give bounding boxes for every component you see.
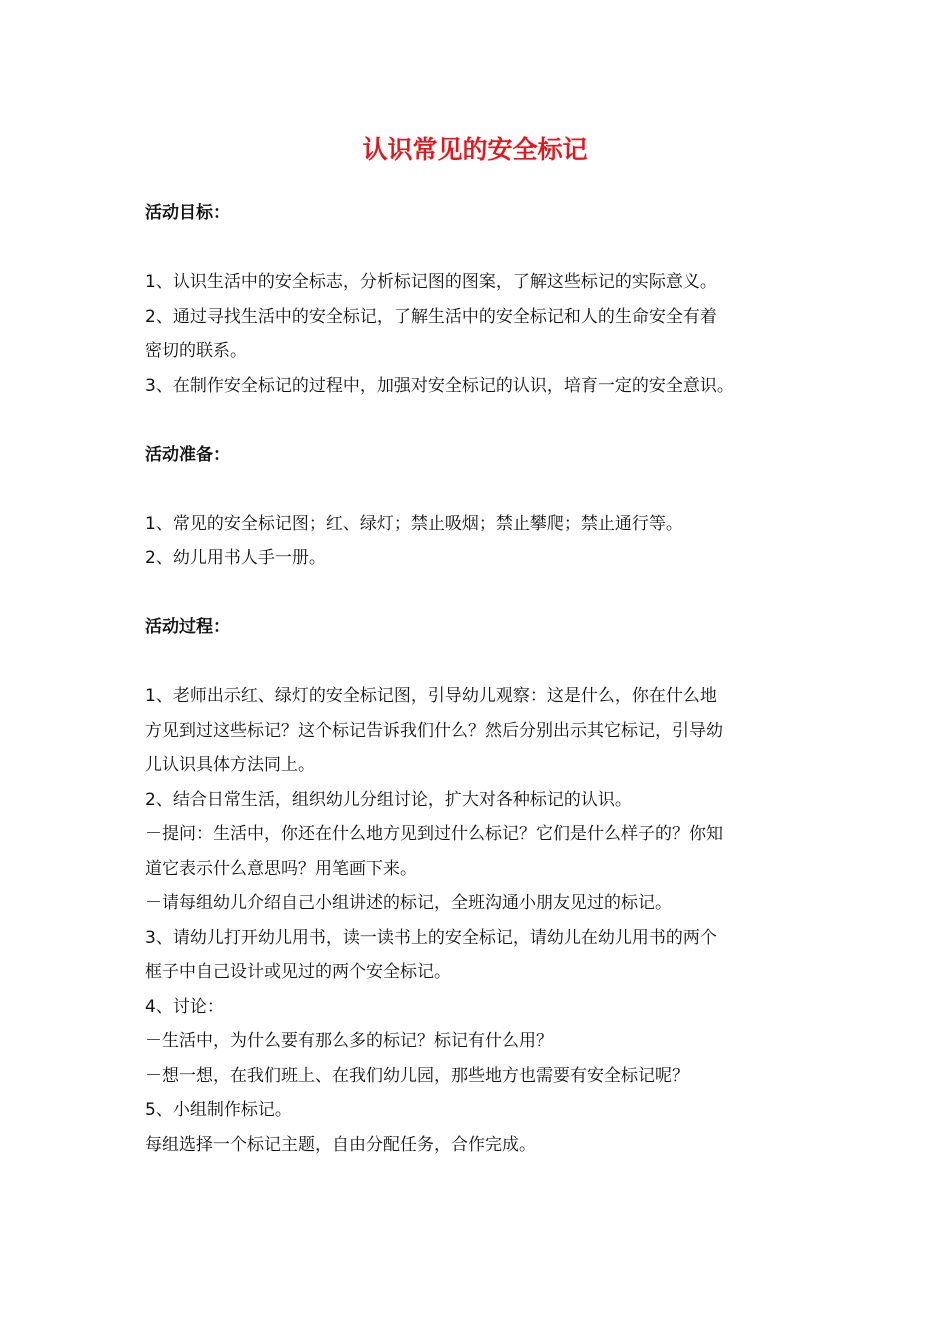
paragraph-line: 2、通过寻找生活中的安全标记，了解生活中的安全标记和人的生命安全有着 bbox=[145, 306, 717, 327]
spacer bbox=[145, 645, 810, 680]
paragraph-line: 密切的联系。 bbox=[145, 341, 247, 361]
paragraph-line: 道它表示什么意思吗？用笔画下来。 bbox=[145, 858, 417, 879]
paragraph-line: 2、结合日常生活，组织幼儿分组讨论，扩大对各种标记的认识。 bbox=[145, 789, 632, 810]
paragraph-line: 1、常见的安全标记图；红、绿灯；禁止吸烟；禁止攀爬；禁止通行等。 bbox=[145, 513, 683, 534]
spacer bbox=[145, 231, 810, 266]
section-heading-goals: 活动目标： bbox=[145, 203, 230, 223]
paragraph-line: 1、老师出示红、绿灯的安全标记图，引导幼儿观察：这是什么，你在什么地 bbox=[145, 686, 717, 706]
paragraph-line: 1、认识生活中的安全标志，分析标记图的图案，了解这些标记的实际意义。 bbox=[145, 272, 717, 292]
paragraph-line: 5、小组制作标记。 bbox=[145, 1100, 292, 1120]
spacer bbox=[145, 472, 810, 507]
paragraph-line: －生活中，为什么要有那么多的标记？标记有什么用？ bbox=[145, 1031, 553, 1051]
paragraph-line: 3、在制作安全标记的过程中，加强对安全标记的认识，培育一定的安全意识。 bbox=[145, 375, 734, 396]
spacer bbox=[145, 403, 810, 438]
paragraph-line: 2、幼儿用书人手一册。 bbox=[145, 548, 326, 568]
paragraph-line: 框子中自己设计或见过的两个安全标记。 bbox=[145, 962, 451, 982]
paragraph-line: －提问：生活中，你还在什么地方见到过什么标记？它们是什么样子的？你知 bbox=[145, 824, 723, 844]
section-heading-preparation: 活动准备： bbox=[145, 444, 230, 465]
paragraph-line: 每组选择一个标记主题，自由分配任务，合作完成。 bbox=[145, 1134, 536, 1155]
document-body bbox=[145, 196, 810, 1162]
paragraph-line: 方见到过这些标记？这个标记告诉我们什么？然后分别出示其它标记，引导幼 bbox=[145, 720, 723, 741]
paragraph-line: －请每组幼儿介绍自己小组讲述的标记，全班沟通小朋友见过的标记。 bbox=[145, 893, 672, 913]
paragraph-line: －想一想，在我们班上、在我们幼儿园，那些地方也需要有安全标记呢？ bbox=[145, 1065, 689, 1086]
spacer bbox=[145, 576, 810, 611]
paragraph-line: 儿认识具体方法同上。 bbox=[145, 755, 315, 775]
section-heading-process: 活动过程： bbox=[145, 617, 230, 637]
document-title: 认识常见的安全标记 bbox=[362, 135, 588, 164]
paragraph-line: 3、请幼儿打开幼儿用书，读一读书上的安全标记，请幼儿在幼儿用书的两个 bbox=[145, 927, 717, 948]
paragraph-line: 4、讨论： bbox=[145, 996, 224, 1017]
